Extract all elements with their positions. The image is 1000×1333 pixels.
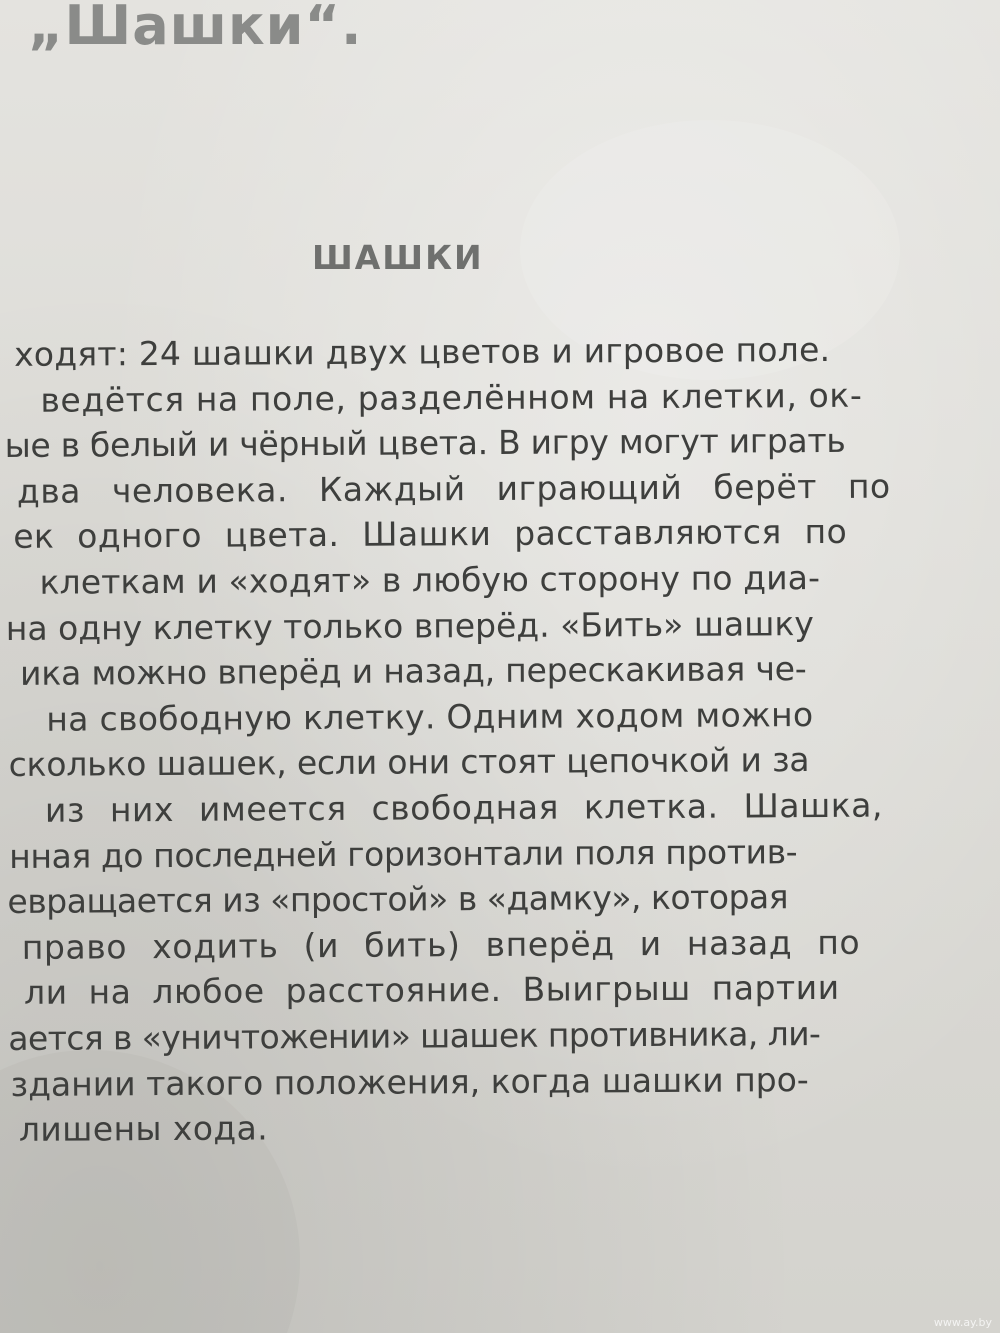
text-line: нная до последней горизонтали поля против- [9, 831, 798, 876]
text-line: ые в белый и чёрный цвета. В игру могут играть [4, 421, 846, 466]
text-line: лишены хода. [18, 1108, 269, 1149]
text-line: из них имеется свободная клетка. Шашка, [44, 785, 884, 830]
watermark: www.ay.by [933, 1316, 992, 1329]
text-line: ведётся на поле, разделённом на клетки, ок- [40, 375, 863, 420]
text-line: ек одного цвета. Шашки расставляются по [13, 512, 848, 557]
text-line: клеткам и «ходят» в любую сторону по диа- [39, 557, 821, 602]
body-text [0, 326, 1000, 1153]
page-title: „Шашки“. [28, 0, 363, 57]
text-line: ика можно вперёд и назад, перескакивая че- [19, 649, 807, 694]
text-line: сколько шашек, если они стоят цепочкой и за [8, 740, 810, 785]
text-line: два человека. Каждый играющий берёт по [16, 466, 891, 511]
section-heading: ШАШКИ [312, 238, 484, 277]
text-line: на свободную клетку. Одним ходом можно [46, 694, 814, 739]
text-line: ходят: 24 шашки двух цветов и игровое поле. [14, 329, 831, 374]
text-line: ается в «уничтожении» шашек противника, ли- [8, 1013, 821, 1058]
text-line: на одну клетку только вперёд. «Бить» шашку [5, 603, 814, 648]
text-line: право ходить (и бить) вперёд и назад по [21, 922, 861, 967]
text-line: ли на любое расстояние. Выигрыш партии [23, 968, 840, 1013]
text-line: здании такого положения, когда шашки про- [10, 1059, 809, 1104]
text-line: евращается из «простой» в «дамку», которая [7, 877, 789, 922]
